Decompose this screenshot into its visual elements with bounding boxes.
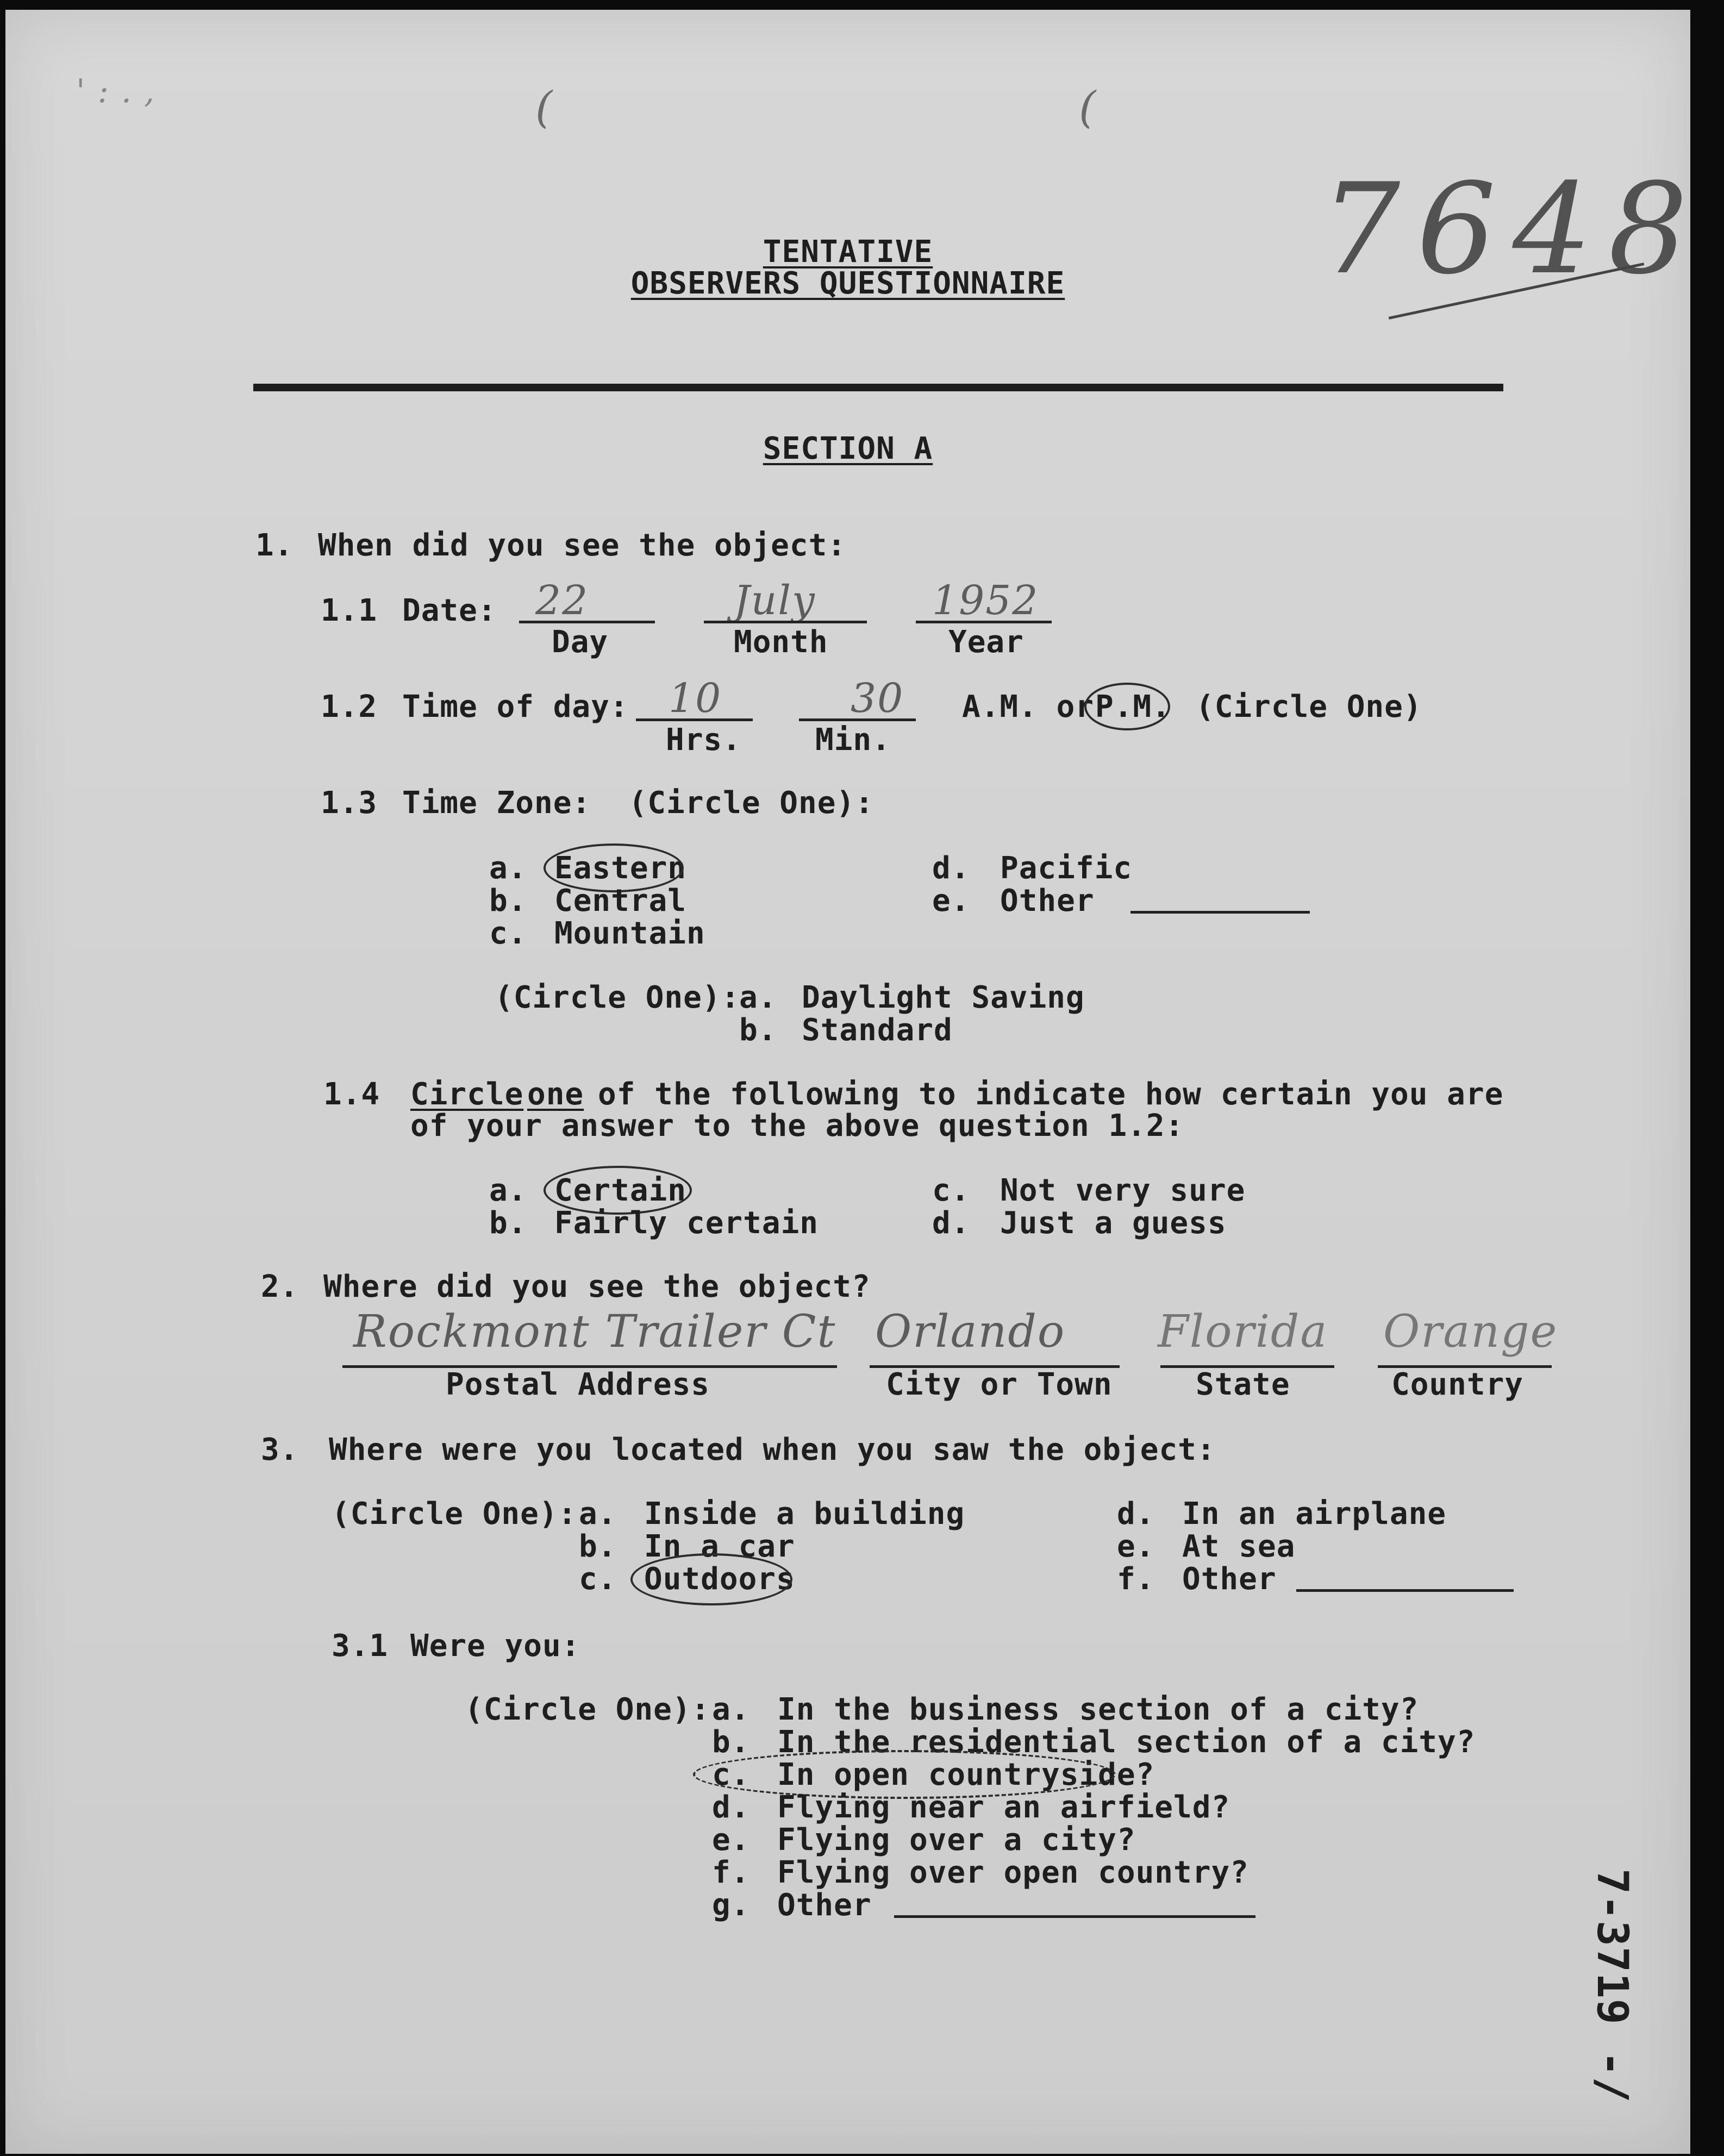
tz-eastern-option[interactable]: Eastern xyxy=(554,851,687,886)
postal-address-caption: Postal Address xyxy=(446,1367,710,1402)
time-circle-instruction: (Circle One) xyxy=(1196,689,1422,724)
q3-1-number: 3.1 xyxy=(332,1628,389,1664)
date-day-line xyxy=(519,621,655,623)
side-document-number: 7-3719 -/ xyxy=(1588,1868,1636,2103)
state-caption: State xyxy=(1196,1367,1290,1402)
am-or-label: A.M. or xyxy=(962,689,1095,724)
q1-4-one-word: one xyxy=(527,1077,584,1112)
q1-text: When did you see the object: xyxy=(318,528,847,563)
questionnaire-page xyxy=(5,10,1704,2154)
loc-building-option[interactable]: Inside a building xyxy=(644,1496,965,1532)
area-b-letter: b. xyxy=(712,1724,750,1760)
cert-fairly-option[interactable]: Fairly certain xyxy=(554,1205,819,1241)
tz-b-letter: b. xyxy=(489,883,527,918)
title-separator xyxy=(253,384,1503,391)
dst-b-letter: b. xyxy=(739,1013,777,1048)
area-countryside-option[interactable]: In open countryside? xyxy=(777,1757,1155,1792)
loc-c-letter: c. xyxy=(579,1561,617,1597)
time-hrs-line xyxy=(636,718,753,721)
outdoors-circle-mark xyxy=(630,1553,792,1605)
city-caption: City or Town xyxy=(886,1367,1113,1402)
cert-d-letter: d. xyxy=(932,1205,970,1241)
cert-notsure-option[interactable]: Not very sure xyxy=(1000,1173,1246,1208)
paren-mark-left: ( xyxy=(535,82,554,133)
q3-1-circle-label: (Circle One): xyxy=(465,1692,710,1727)
title-tentative: TENTATIVE xyxy=(763,234,933,270)
state-value: Florida xyxy=(1158,1306,1328,1358)
dst-a-letter: a. xyxy=(739,980,777,1015)
time-label: Time of day: xyxy=(402,689,629,724)
tz-mountain-option[interactable]: Mountain xyxy=(554,916,705,951)
area-a-letter: a. xyxy=(712,1692,750,1727)
area-residential-option[interactable]: In the residential section of a city? xyxy=(777,1724,1476,1760)
date-month-line xyxy=(704,621,867,623)
tz-d-letter: d. xyxy=(932,851,970,886)
area-f-letter: f. xyxy=(712,1855,750,1890)
area-e-letter: e. xyxy=(712,1822,750,1858)
area-country-option[interactable]: Flying over open country? xyxy=(777,1855,1249,1890)
loc-sea-option[interactable]: At sea xyxy=(1182,1529,1296,1564)
date-month-caption: Month xyxy=(734,624,828,660)
date-month-value: July xyxy=(734,577,816,624)
city-value: Orlando xyxy=(875,1306,1066,1358)
q2-text: Where did you see the object? xyxy=(323,1269,871,1304)
area-c-letter: c. xyxy=(712,1757,750,1792)
cert-guess-option[interactable]: Just a guess xyxy=(1000,1205,1227,1241)
tz-central-option[interactable]: Central xyxy=(554,883,687,918)
loc-other-option[interactable]: Other xyxy=(1182,1561,1277,1597)
cert-c-letter: c. xyxy=(932,1173,970,1208)
loc-f-letter: f. xyxy=(1117,1561,1155,1597)
pm-option[interactable]: P.M. xyxy=(1095,689,1171,724)
loc-d-letter: d. xyxy=(1117,1496,1155,1532)
q1-number: 1. xyxy=(255,528,293,563)
paren-mark-right: ( xyxy=(1079,82,1097,133)
title-questionnaire: OBSERVERS QUESTIONNAIRE xyxy=(630,266,1065,301)
q1-4-number: 1.4 xyxy=(323,1077,380,1112)
pm-circle-mark xyxy=(1084,683,1170,730)
loc-outdoors-option[interactable]: Outdoors xyxy=(644,1561,795,1597)
loc-other-line xyxy=(1296,1589,1514,1592)
cert-b-letter: b. xyxy=(489,1205,527,1241)
q3-1-text: Were you: xyxy=(410,1628,580,1664)
q3-number: 3. xyxy=(261,1432,299,1467)
dst-daylight-option[interactable]: Daylight Saving xyxy=(802,980,1085,1015)
country-value: Orange xyxy=(1383,1306,1558,1358)
area-other-option[interactable]: Other xyxy=(777,1888,872,1923)
time-hrs-caption: Hrs. xyxy=(666,722,741,758)
dst-standard-option[interactable]: Standard xyxy=(802,1013,953,1048)
q1-4-line1: of the following to indicate how certain you are xyxy=(598,1077,1504,1112)
q1-2-number: 1.2 xyxy=(321,689,378,724)
tz-e-letter: e. xyxy=(932,883,970,918)
cert-a-letter: a. xyxy=(489,1173,527,1208)
q3-text: Where were you located when you saw the object: xyxy=(329,1432,1216,1467)
area-city-option[interactable]: Flying over a city? xyxy=(777,1822,1136,1858)
area-d-letter: d. xyxy=(712,1790,750,1825)
date-year-value: 1952 xyxy=(932,577,1039,624)
area-business-option[interactable]: In the business section of a city? xyxy=(777,1692,1419,1727)
dst-circle-label: (Circle One): xyxy=(495,980,740,1015)
tz-other-line xyxy=(1130,911,1310,914)
loc-car-option[interactable]: In a car xyxy=(644,1529,795,1564)
address-value: Rockmont Trailer Ct xyxy=(353,1306,836,1358)
area-other-line xyxy=(894,1915,1255,1918)
q1-4-line2: of your answer to the above question 1.2: xyxy=(410,1108,1184,1143)
country-caption: Country xyxy=(1391,1367,1524,1402)
time-min-line xyxy=(799,718,916,721)
tz-pacific-option[interactable]: Pacific xyxy=(1000,851,1133,886)
q1-3-number: 1.3 xyxy=(321,785,378,821)
section-heading: SECTION A xyxy=(763,431,933,466)
date-year-caption: Year xyxy=(948,624,1024,660)
q2-number: 2. xyxy=(261,1269,299,1304)
date-year-line xyxy=(916,621,1052,623)
area-g-letter: g. xyxy=(712,1888,750,1923)
q1-4-circle-word: Circle xyxy=(410,1077,524,1112)
handwritten-file-number: 7648 xyxy=(1321,157,1704,302)
date-day-value: 22 xyxy=(535,577,589,624)
tz-other-option[interactable]: Other xyxy=(1000,883,1095,918)
time-min-caption: Min. xyxy=(815,722,891,758)
date-day-caption: Day xyxy=(552,624,609,660)
tz-a-letter: a. xyxy=(489,851,527,886)
loc-b-letter: b. xyxy=(579,1529,617,1564)
loc-e-letter: e. xyxy=(1117,1529,1155,1564)
time-hrs-value: 10 xyxy=(669,675,722,722)
time-zone-label: Time Zone: (Circle One): xyxy=(402,785,874,821)
q3-circle-label: (Circle One): xyxy=(332,1496,577,1532)
cert-certain-option[interactable]: Certain xyxy=(554,1173,687,1208)
loc-a-letter: a. xyxy=(579,1496,617,1532)
tz-c-letter: c. xyxy=(489,916,527,951)
date-label: Date: xyxy=(402,593,497,628)
q1-1-number: 1.1 xyxy=(321,593,378,628)
loc-airplane-option[interactable]: In an airplane xyxy=(1182,1496,1447,1532)
time-min-value: 30 xyxy=(851,675,904,722)
area-airfield-option[interactable]: Flying near an airfield? xyxy=(777,1790,1230,1825)
margin-scribble: ' : . , xyxy=(76,72,156,110)
